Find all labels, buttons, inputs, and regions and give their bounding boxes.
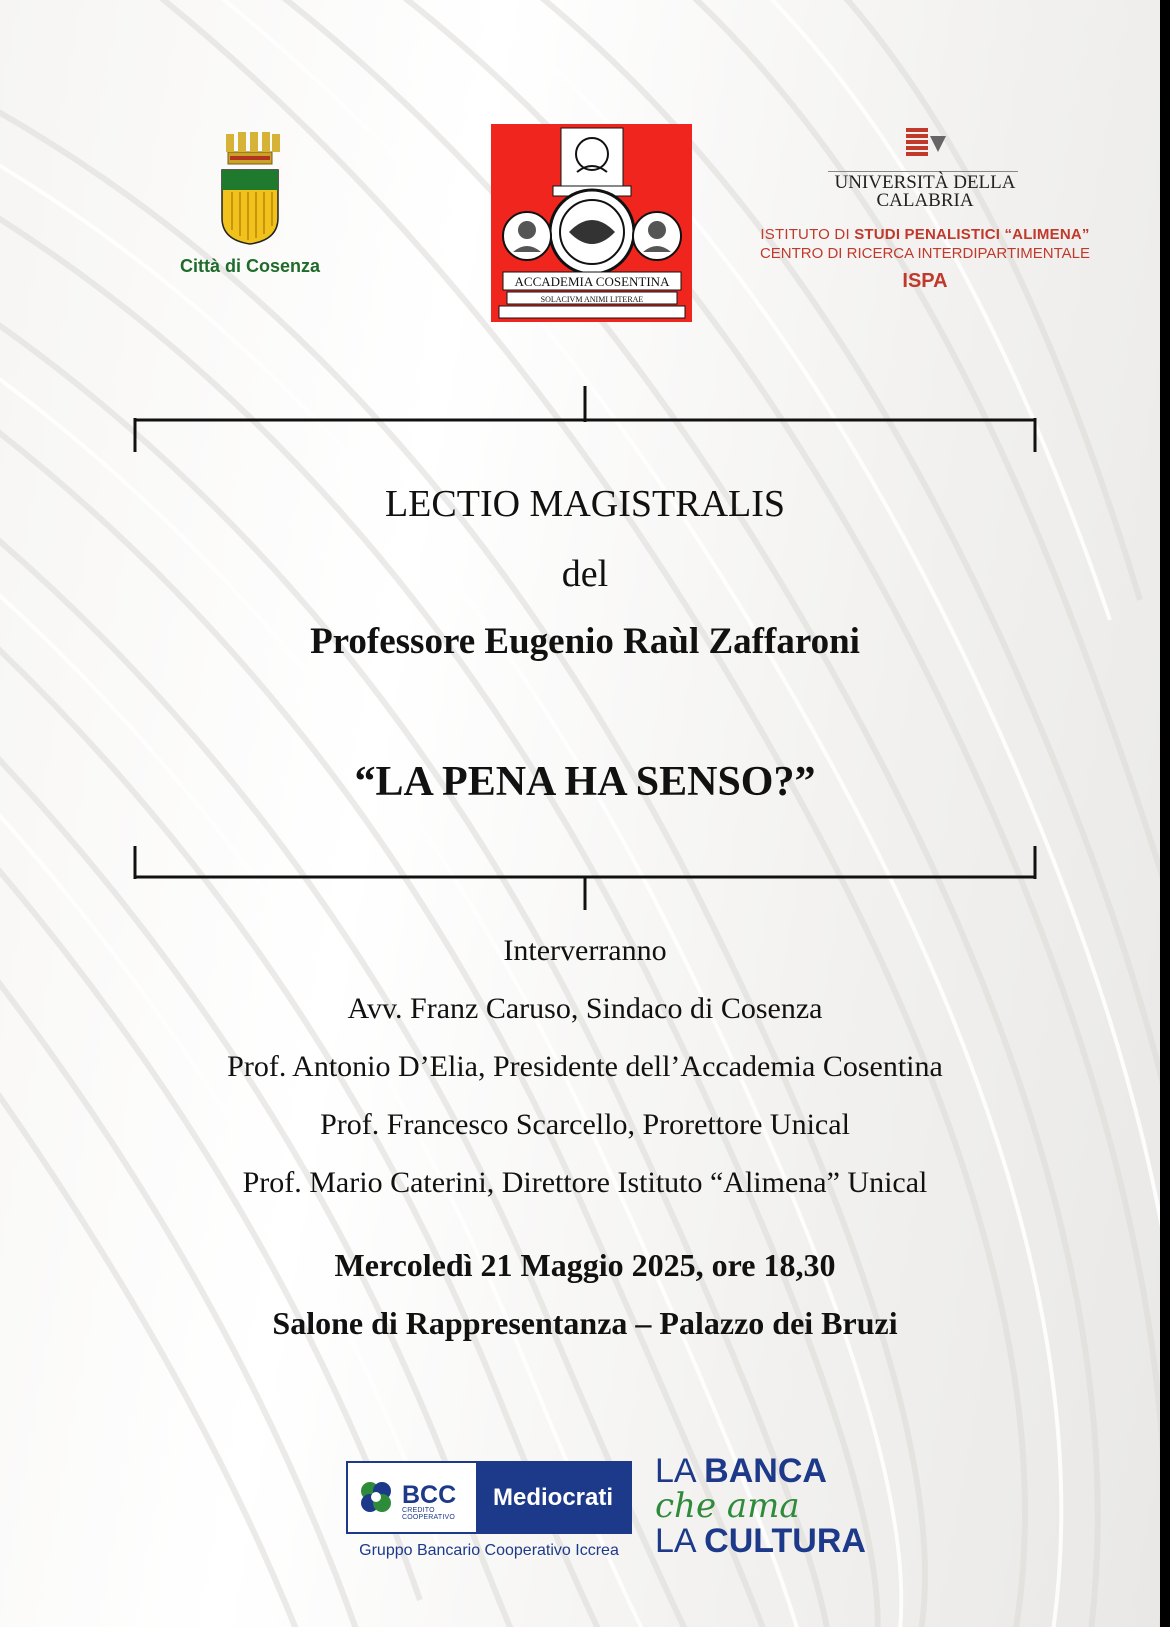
interventions-label: Interverranno [503,934,667,967]
accademia-name: ACCADEMIA COSENTINA [514,274,670,289]
banca-line2: che ama [655,1486,800,1526]
banca-line3 [655,1522,866,1561]
lecture-title: “LA PENA HA SENSO?” [354,759,816,805]
banca-line3-a: LA [655,1522,705,1560]
banca-line1-b: BANCA [704,1452,827,1490]
speaker-line: Prof. Francesco Scarcello, Prorettore Unical [320,1108,850,1141]
event-venue: Salone di Rappresentanza – Palazzo dei Bruzi [272,1305,898,1341]
accademia-motto: SOLACIVM ANIMI LITERAE [540,295,644,304]
unical-name-line1: UNIVERSITÀ DELLA [834,172,1016,193]
bcc-mediocrati-logo [346,1461,632,1534]
unical-name-line2: CALABRIA [876,190,974,211]
bcc-name: Mediocrati [476,1463,630,1532]
bcc-small: CREDITO COOPERATIVO [402,1507,456,1521]
speaker-line: Avv. Franz Caruso, Sindaco di Cosenza [347,992,823,1025]
speaker-line: Prof. Antonio D’Elia, Presidente dell’Accademia Cosentina [227,1050,943,1083]
bcc-clover-icon [354,1463,404,1532]
banca-line3-b: CULTURA [704,1522,866,1560]
unical-institute-bold: STUDI PENALISTICI “ALIMENA” [854,226,1090,243]
event-date-time: Mercoledì 21 Maggio 2025, ore 18,30 [334,1247,836,1283]
bcc-group: Gruppo Bancario Cooperativo Iccrea [359,1542,619,1559]
event-heading: LECTIO MAGISTRALIS [384,483,786,525]
unical-institute-prefix: ISTITUTO DI [760,226,855,243]
event-connector: del [561,553,609,595]
unical-research-center: CENTRO DI RICERCA INTERDIPARTIMENTALE [759,245,1091,262]
banca-line1-a: LA [655,1452,705,1490]
speaker-line: Prof. Mario Caterini, Direttore Istituto “Alimena” Unical [242,1166,928,1199]
bcc-mark [348,1463,476,1532]
cosenza-label: Città di Cosenza [179,256,321,276]
unical-ispa: ISPA [902,270,948,292]
keynote-speaker: Professore Eugenio Raùl Zaffaroni [310,621,860,662]
bcc-short: BCC [402,1481,457,1509]
